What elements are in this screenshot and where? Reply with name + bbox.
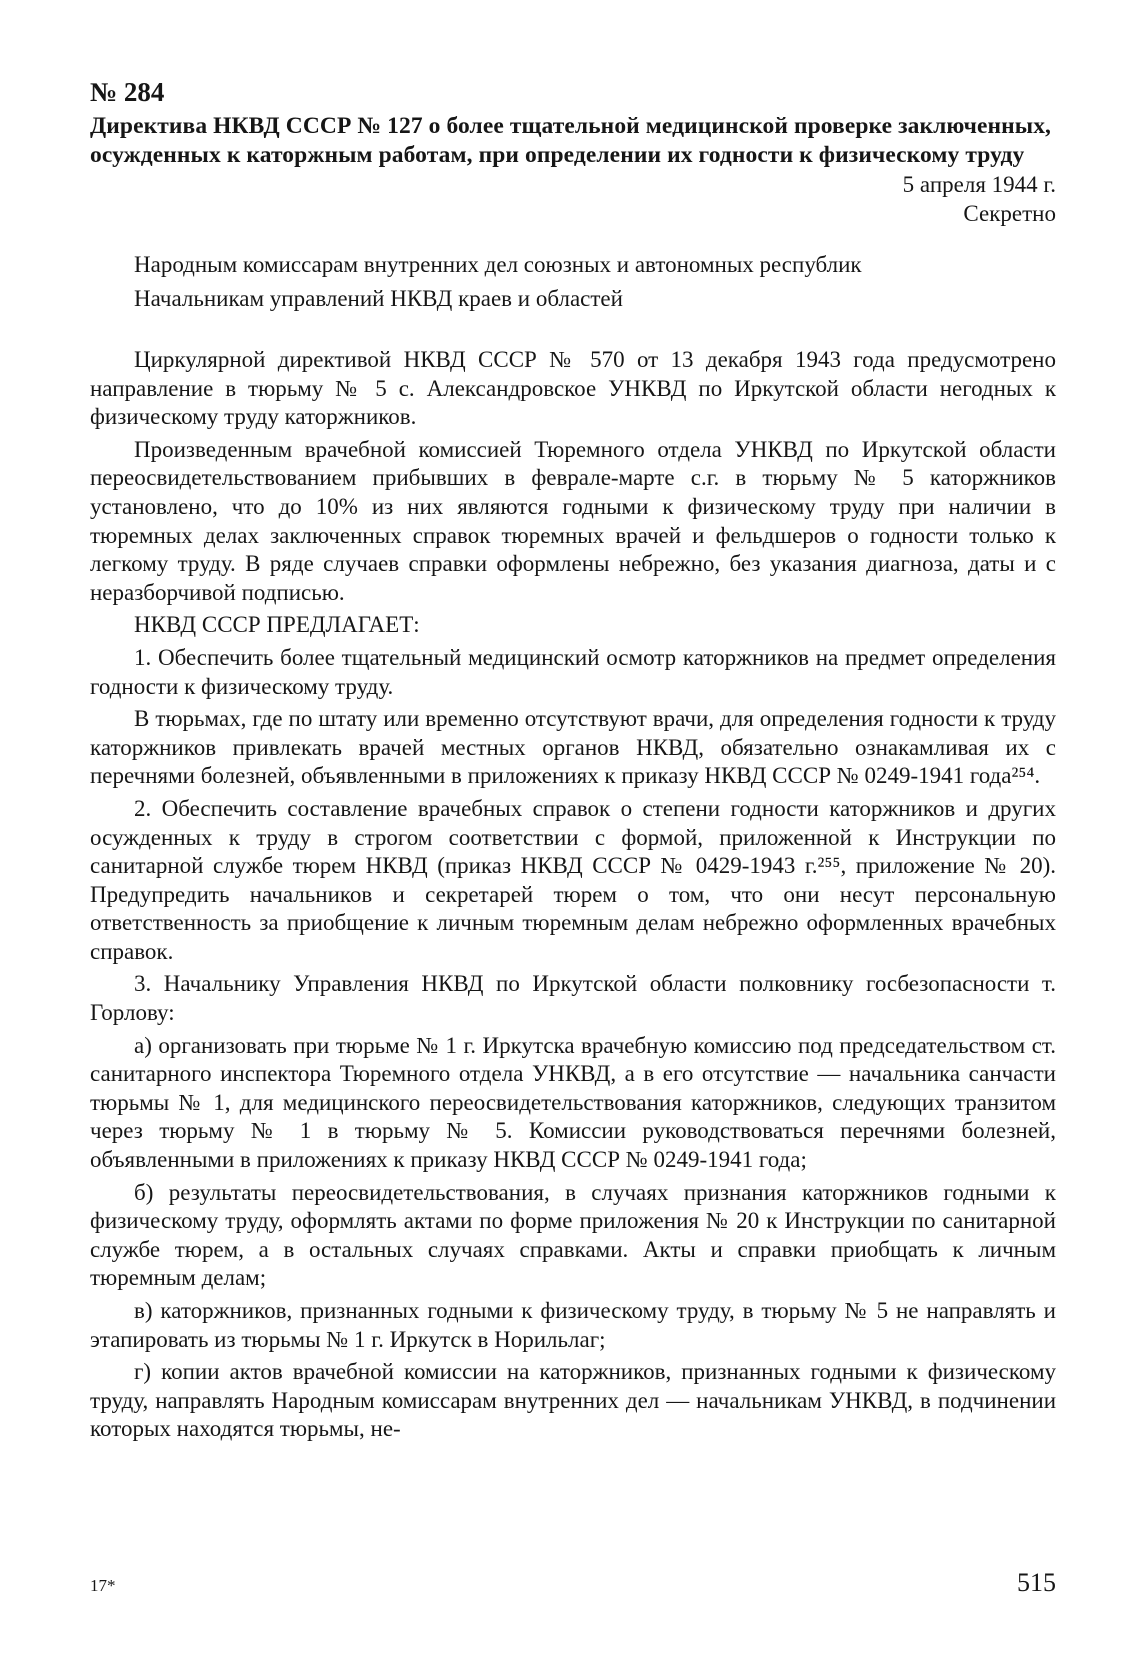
page-number: 515 [1017,1568,1056,1597]
directive-item: 1. Обеспечить более тщательный медицинский осмотр каторжников на предмет определения годности к физическому труду. [90,644,1056,699]
page-footer [90,1568,1056,1608]
document-title: Директива НКВД СССР № 127 о более тщательной медицинской проверке заключенных, осужденных к каторжным работам, при определении их годности к физическому труду [90,113,1052,168]
addressee-line: Народным комиссарам внутренних дел союзных и автономных республик [134,252,862,277]
addressee-block [90,248,1056,316]
directive-subitem: г) копии актов врачебной комиссии на каторжников, признанных годными к физическому труду, направлять Народным комиссарам внутренних дел — начальникам УНКВД, в подчинении которых находятся тюрьмы, не- [90,1359,1056,1442]
document-body [90,346,1056,1444]
addressee-line: Начальникам управлений НКВД краев и областей [134,286,623,311]
document-meta [90,170,1056,228]
document-date: 5 апреля 1944 г. [902,172,1056,197]
directive-item: 3. Начальнику Управления НКВД по Иркутской области полковнику госбезопасности т. Горлову: [90,971,1056,1026]
classification-label: Секретно [963,201,1056,226]
directive-subitem: в) каторжников, признанных годными к физическому труду, в тюрьму № 5 не направлять и этапировать из тюрьмы № 1 г. Иркутск в Норильлаг; [90,1298,1056,1352]
body-paragraph: Произведенным врачебной комиссией Тюремного отдела УНКВД по Иркутской области переосвидетельствованием прибывших в феврале-марте с.г. в тюрьму № 5 каторжников установлено, что до 10% из них являются годными к физическому труду при наличии в тюремных делах заключенных справок тюремных врачей и фельдшеров о годности только к легкому труду. В ряде случаев справки оформлены небрежно, без указания диагноза, даты и с неразборчивой подписью. [90,436,1056,605]
document-page [90,76,1056,1448]
directive-heading: НКВД СССР ПРЕДЛАГАЕТ: [134,612,420,638]
directive-item: В тюрьмах, где по штату или временно отсутствуют врачи, для определения годности к труду каторжников привлекать врачей местных органов НКВД, обязательно ознакамливая их с перечнями болезней, объявленными в приложениях к приказу НКВД СССР № 0249-1941 года²⁵⁴. [90,706,1056,789]
directive-item: 2. Обеспечить составление врачебных справок о степени годности каторжников и других осужденных к труду в строгом соответствии с формой, приложенной к Инструкции по санитарной службе тюрем НКВД (приказ НКВД СССР № 0429-1943 г.²⁵⁵, приложение № 20). Предупредить начальников и секретарей тюрем о том, что они несут персональную ответственность за приобщение к личным тюремным делам небрежно оформленных врачебных справок. [90,795,1056,964]
signature-mark: 17* [90,1576,116,1595]
directive-subitem: б) результаты переосвидетельствования, в случаях признания каторжников годными к физическому труду, оформлять актами по форме приложения № 20 к Инструкции по санитарной службе тюрем, а в остальных случаях справками. Акты и справки приобщать к личным тюремным делам; [90,1179,1056,1291]
document-number: № 284 [90,77,165,107]
directive-subitem: а) организовать при тюрьме № 1 г. Иркутска врачебную комиссию под председательством ст. санитарного инспектора Тюремного отдела УНКВД, а в его отсутствие — начальника санчасти тюрьмы № 1, для медицинского переосвидетельствования каторжников, следующих транзитом через тюрьму № 1 в тюрьму № 5. Комиссии руководствоваться перечнями болезней, объявленными в приложениях к приказу НКВД СССР № 0249-1941 года; [90,1032,1056,1173]
body-paragraph: Циркулярной директивой НКВД СССР № 570 от 13 декабря 1943 года предусмотрено направление в тюрьму № 5 с. Александровское УНКВД по Иркутской области негодных к физическому труду каторжников. [90,347,1056,430]
